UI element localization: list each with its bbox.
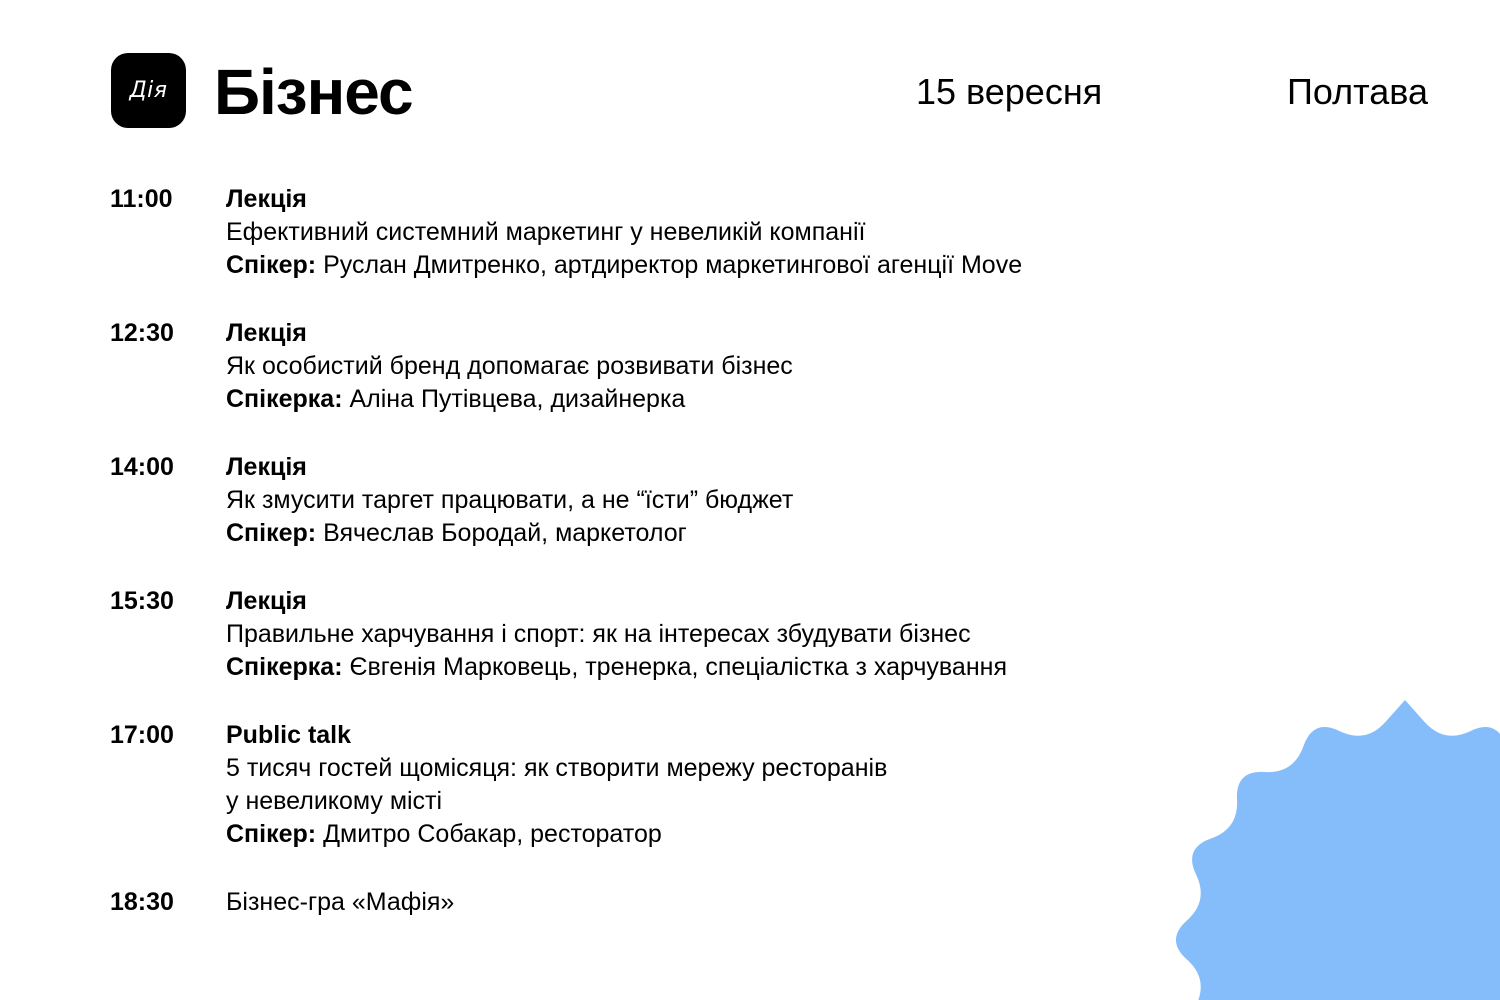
item-speaker-line bbox=[226, 651, 1007, 684]
event-date: 15 вересня bbox=[916, 71, 1103, 112]
star-shape bbox=[1176, 700, 1500, 1000]
decorative-star-blob bbox=[1155, 700, 1500, 1000]
speaker-name: Руслан Дмитренко, артдиректор маркетингової агенції Move bbox=[316, 251, 1023, 279]
item-speaker-line bbox=[226, 517, 793, 550]
event-city: Полтава bbox=[1287, 71, 1428, 112]
item-body bbox=[226, 886, 454, 919]
logo-text: Дія bbox=[129, 78, 168, 103]
item-body bbox=[226, 585, 1007, 684]
diia-logo bbox=[111, 53, 186, 128]
item-time: 11:00 bbox=[110, 185, 173, 213]
item-topic: Як особистий бренд допомагає розвивати бізнес bbox=[226, 352, 793, 380]
item-body bbox=[226, 451, 793, 550]
item-time: 17:00 bbox=[110, 721, 174, 749]
item-topic: Правильне харчування і спорт: як на інтересах збудувати бізнес bbox=[226, 620, 971, 648]
item-type: Лекція bbox=[226, 453, 307, 481]
schedule-item bbox=[110, 317, 1210, 416]
item-type: Лекція bbox=[226, 185, 307, 213]
item-time: 14:00 bbox=[110, 453, 174, 481]
item-time: 18:30 bbox=[110, 888, 174, 916]
speaker-label: Спікер: bbox=[226, 251, 317, 279]
item-speaker-line bbox=[226, 249, 1022, 282]
schedule-list bbox=[110, 183, 1210, 954]
item-type: Лекція bbox=[226, 319, 307, 347]
item-body bbox=[226, 183, 1022, 282]
speaker-label: Спікер: bbox=[226, 820, 317, 848]
item-type: Лекція bbox=[226, 587, 307, 615]
item-time: 12:30 bbox=[110, 319, 174, 347]
item-topic: 5 тисяч гостей щомісяця: як створити мережу ресторанів bbox=[226, 754, 888, 782]
item-topic: Ефективний системний маркетинг у невеликій компанії bbox=[226, 218, 866, 246]
schedule-item bbox=[110, 886, 1210, 919]
speaker-name: Вячеслав Бородай, маркетолог bbox=[316, 519, 687, 547]
page-title: Бізнес bbox=[214, 56, 413, 128]
speaker-name: Аліна Путівцева, дизайнерка bbox=[342, 385, 686, 413]
item-topic: Як змусити таргет працювати, а не “їсти” бюджет bbox=[226, 486, 794, 514]
speaker-name: Євгенія Марковець, тренерка, спеціалістка з харчування bbox=[342, 653, 1007, 681]
speaker-name: Дмитро Собакар, ресторатор bbox=[316, 820, 662, 848]
item-type: Public talk bbox=[226, 721, 352, 749]
item-time: 15:30 bbox=[110, 587, 174, 615]
item-body bbox=[226, 317, 793, 416]
speaker-label: Спікерка: bbox=[226, 385, 343, 413]
schedule-item bbox=[110, 719, 1210, 851]
item-speaker-line bbox=[226, 383, 793, 416]
schedule-item bbox=[110, 451, 1210, 550]
item-speaker-line bbox=[226, 818, 887, 851]
speaker-label: Спікерка: bbox=[226, 653, 343, 681]
schedule-item bbox=[110, 183, 1210, 282]
item-topic: Бізнес-гра «Мафія» bbox=[226, 888, 455, 916]
speaker-label: Спікер: bbox=[226, 519, 317, 547]
item-body bbox=[226, 719, 887, 851]
schedule-item bbox=[110, 585, 1210, 684]
item-topic-continued: у невеликому місті bbox=[226, 787, 443, 815]
